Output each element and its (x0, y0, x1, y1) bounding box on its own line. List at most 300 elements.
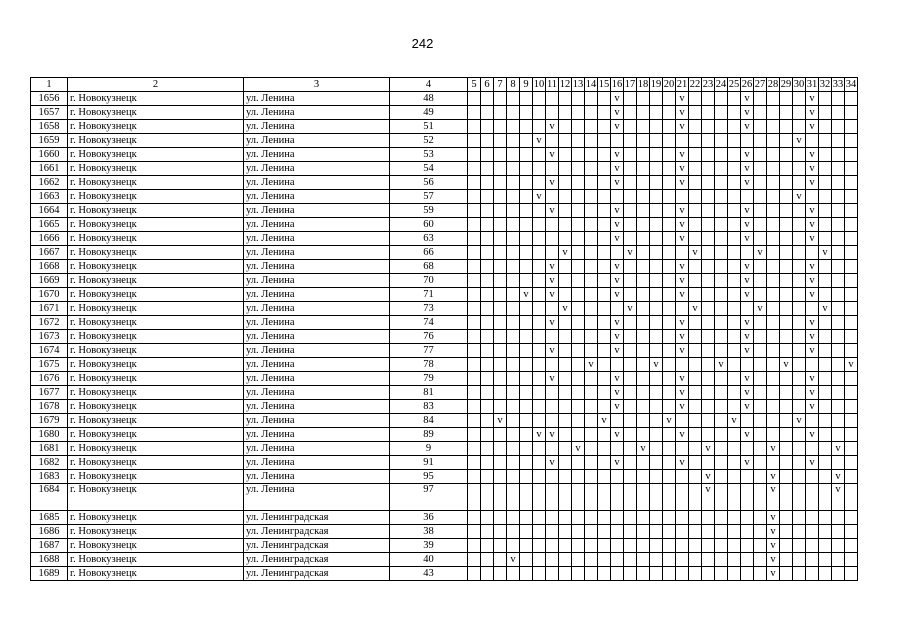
empty-cell (832, 372, 845, 386)
empty-cell (819, 470, 832, 484)
empty-cell (520, 162, 533, 176)
house-number-cell: 79 (390, 372, 468, 386)
row-number: 1663 (31, 190, 68, 204)
empty-cell (819, 148, 832, 162)
empty-cell (676, 190, 689, 204)
column-header: 5 (468, 78, 481, 92)
empty-cell (689, 525, 702, 539)
empty-cell (650, 372, 663, 386)
empty-cell (546, 92, 559, 106)
empty-cell (585, 92, 598, 106)
empty-cell (845, 316, 858, 330)
empty-cell (637, 414, 650, 428)
empty-cell (494, 246, 507, 260)
street-cell: ул. Ленина (244, 470, 390, 484)
empty-cell (533, 204, 546, 218)
check-mark: v (676, 372, 689, 386)
street-cell: ул. Ленина (244, 204, 390, 218)
empty-cell (845, 288, 858, 302)
empty-cell (637, 232, 650, 246)
empty-cell (663, 400, 676, 414)
check-mark: v (507, 553, 520, 567)
empty-cell (494, 288, 507, 302)
empty-cell (572, 106, 585, 120)
row-number: 1656 (31, 92, 68, 106)
empty-cell (663, 120, 676, 134)
empty-cell (832, 386, 845, 400)
empty-cell (494, 92, 507, 106)
check-mark: v (689, 246, 702, 260)
empty-cell (481, 302, 494, 316)
empty-cell (663, 344, 676, 358)
table-row (31, 470, 858, 484)
check-mark: v (767, 511, 780, 525)
empty-cell (832, 414, 845, 428)
city-cell: г. Новокузнецк (68, 316, 244, 330)
city-cell: г. Новокузнецк (68, 344, 244, 358)
empty-cell (481, 134, 494, 148)
column-header: 33 (832, 78, 844, 90)
table-row (31, 204, 858, 218)
empty-cell (741, 134, 754, 148)
city-cell: г. Новокузнецк (68, 414, 244, 428)
empty-cell (780, 428, 793, 442)
check-mark: v (676, 204, 689, 218)
row-number: 1680 (31, 428, 68, 442)
empty-cell (650, 190, 663, 204)
empty-cell (819, 386, 832, 400)
empty-cell (481, 260, 494, 274)
empty-cell (598, 567, 611, 581)
empty-cell (611, 134, 624, 148)
empty-cell (819, 92, 832, 106)
empty-cell (767, 330, 780, 344)
street-cell: ул. Ленина (244, 428, 390, 442)
empty-cell (507, 134, 520, 148)
empty-cell (689, 274, 702, 288)
empty-cell (845, 344, 858, 358)
empty-cell (689, 232, 702, 246)
empty-cell (546, 218, 559, 232)
empty-cell (559, 484, 572, 511)
empty-cell (624, 232, 637, 246)
empty-cell (689, 414, 702, 428)
empty-cell (559, 218, 572, 232)
empty-cell (806, 470, 819, 484)
empty-cell (520, 134, 533, 148)
empty-cell (754, 442, 767, 456)
empty-cell (572, 330, 585, 344)
street-cell: ул. Ленина (244, 456, 390, 470)
empty-cell (533, 372, 546, 386)
empty-cell (520, 246, 533, 260)
empty-cell (702, 274, 715, 288)
row-number: 1659 (31, 134, 68, 148)
empty-cell (637, 176, 650, 190)
empty-cell (572, 484, 585, 511)
empty-cell (559, 204, 572, 218)
empty-cell (572, 525, 585, 539)
street-cell: ул. Ленина (244, 120, 390, 134)
empty-cell (676, 470, 689, 484)
empty-cell (793, 330, 806, 344)
column-header: 32 (819, 78, 831, 90)
empty-cell (767, 246, 780, 260)
city-cell: г. Новокузнецк (68, 511, 244, 525)
empty-cell (598, 525, 611, 539)
city-cell: г. Новокузнецк (68, 567, 244, 581)
empty-cell (637, 92, 650, 106)
empty-cell (715, 134, 728, 148)
empty-cell (741, 414, 754, 428)
empty-cell (585, 246, 598, 260)
empty-cell (754, 274, 767, 288)
empty-cell (832, 120, 845, 134)
empty-cell (468, 442, 481, 456)
empty-cell (793, 106, 806, 120)
table-row (31, 567, 858, 581)
column-header: 8 (507, 78, 520, 92)
check-mark: v (806, 176, 819, 190)
check-mark: v (559, 246, 572, 260)
empty-cell (598, 372, 611, 386)
empty-cell (481, 316, 494, 330)
empty-cell (845, 162, 858, 176)
empty-cell (819, 511, 832, 525)
check-mark: v (546, 260, 559, 274)
empty-cell (819, 106, 832, 120)
street-cell: ул. Ленинградская (244, 567, 390, 581)
empty-cell (520, 92, 533, 106)
empty-cell (572, 386, 585, 400)
check-mark: v (767, 470, 780, 484)
check-mark: v (663, 414, 676, 428)
empty-cell (728, 316, 741, 330)
empty-cell (481, 456, 494, 470)
empty-cell (559, 567, 572, 581)
empty-cell (754, 330, 767, 344)
check-mark: v (520, 288, 533, 302)
empty-cell (533, 400, 546, 414)
empty-cell (494, 428, 507, 442)
empty-cell (793, 120, 806, 134)
empty-cell (715, 456, 728, 470)
empty-cell (507, 260, 520, 274)
house-number-cell: 54 (390, 162, 468, 176)
empty-cell (780, 288, 793, 302)
empty-cell (572, 302, 585, 316)
empty-cell (507, 190, 520, 204)
empty-cell (754, 511, 767, 525)
column-header: 26 (741, 78, 753, 90)
empty-cell (689, 92, 702, 106)
empty-cell (832, 204, 845, 218)
empty-cell (728, 330, 741, 344)
empty-cell (754, 525, 767, 539)
column-header: 11 (546, 78, 558, 90)
empty-cell (624, 162, 637, 176)
empty-cell (793, 302, 806, 316)
empty-cell (663, 232, 676, 246)
empty-cell (533, 511, 546, 525)
column-header: 30 (793, 78, 805, 90)
check-mark: v (741, 218, 754, 232)
empty-cell (468, 274, 481, 288)
empty-cell (559, 386, 572, 400)
empty-cell (559, 442, 572, 456)
column-header: 1 (31, 78, 68, 92)
empty-cell (572, 372, 585, 386)
empty-cell (754, 190, 767, 204)
empty-cell (507, 470, 520, 484)
row-number: 1672 (31, 316, 68, 330)
empty-cell (806, 134, 819, 148)
empty-cell (637, 330, 650, 344)
empty-cell (728, 553, 741, 567)
empty-cell (845, 134, 858, 148)
empty-cell (728, 302, 741, 316)
street-cell: ул. Ленина (244, 330, 390, 344)
empty-cell (637, 553, 650, 567)
empty-cell (728, 148, 741, 162)
empty-cell (702, 330, 715, 344)
header-row (31, 78, 858, 92)
empty-cell (715, 344, 728, 358)
empty-cell (715, 372, 728, 386)
city-cell: г. Новокузнецк (68, 120, 244, 134)
empty-cell (572, 344, 585, 358)
empty-cell (689, 176, 702, 190)
empty-cell (845, 539, 858, 553)
empty-cell (481, 218, 494, 232)
empty-cell (585, 400, 598, 414)
empty-cell (728, 456, 741, 470)
empty-cell (650, 260, 663, 274)
check-mark: v (741, 232, 754, 246)
empty-cell (598, 400, 611, 414)
empty-cell (728, 525, 741, 539)
empty-cell (520, 330, 533, 344)
table-row (31, 148, 858, 162)
empty-cell (780, 260, 793, 274)
column-header: 7 (494, 78, 507, 92)
empty-cell (494, 470, 507, 484)
empty-cell (806, 302, 819, 316)
empty-cell (676, 302, 689, 316)
check-mark: v (793, 134, 806, 148)
row-number: 1662 (31, 176, 68, 190)
empty-cell (754, 134, 767, 148)
city-cell: г. Новокузнецк (68, 190, 244, 204)
empty-cell (468, 148, 481, 162)
empty-cell (650, 134, 663, 148)
city-cell: г. Новокузнецк (68, 260, 244, 274)
city-cell: г. Новокузнецк (68, 400, 244, 414)
empty-cell (533, 553, 546, 567)
table-row (31, 344, 858, 358)
table-row (31, 525, 858, 539)
empty-cell (663, 260, 676, 274)
empty-cell (689, 344, 702, 358)
empty-cell (715, 511, 728, 525)
street-cell: ул. Ленинградская (244, 553, 390, 567)
empty-cell (819, 567, 832, 581)
empty-cell (637, 386, 650, 400)
empty-cell (559, 134, 572, 148)
empty-cell (598, 260, 611, 274)
empty-cell (468, 260, 481, 274)
empty-cell (767, 358, 780, 372)
city-cell: г. Новокузнецк (68, 106, 244, 120)
empty-cell (806, 414, 819, 428)
empty-cell (546, 232, 559, 246)
empty-cell (585, 330, 598, 344)
street-cell: ул. Ленина (244, 400, 390, 414)
empty-cell (520, 260, 533, 274)
empty-cell (845, 567, 858, 581)
empty-cell (494, 218, 507, 232)
check-mark: v (741, 330, 754, 344)
empty-cell (663, 176, 676, 190)
city-cell: г. Новокузнецк (68, 553, 244, 567)
empty-cell (468, 358, 481, 372)
empty-cell (650, 511, 663, 525)
empty-cell (676, 539, 689, 553)
empty-cell (481, 372, 494, 386)
empty-cell (507, 218, 520, 232)
empty-cell (533, 246, 546, 260)
check-mark: v (806, 428, 819, 442)
street-cell: ул. Ленина (244, 232, 390, 246)
empty-cell (715, 148, 728, 162)
empty-cell (845, 525, 858, 539)
table-row (31, 260, 858, 274)
table-row (31, 484, 858, 511)
table-row (31, 288, 858, 302)
table-row (31, 428, 858, 442)
empty-cell (650, 428, 663, 442)
house-number-cell: 89 (390, 428, 468, 442)
page-number: 242 (411, 36, 434, 51)
empty-cell (637, 134, 650, 148)
empty-cell (598, 288, 611, 302)
empty-cell (624, 539, 637, 553)
empty-cell (494, 162, 507, 176)
empty-cell (624, 372, 637, 386)
empty-cell (663, 372, 676, 386)
empty-cell (754, 428, 767, 442)
house-number-cell: 57 (390, 190, 468, 204)
table-row (31, 372, 858, 386)
empty-cell (650, 525, 663, 539)
empty-cell (481, 274, 494, 288)
empty-cell (793, 162, 806, 176)
empty-cell (520, 302, 533, 316)
empty-cell (637, 204, 650, 218)
empty-cell (520, 484, 533, 511)
empty-cell (715, 316, 728, 330)
empty-cell (624, 553, 637, 567)
empty-cell (585, 567, 598, 581)
empty-cell (520, 511, 533, 525)
empty-cell (793, 386, 806, 400)
empty-cell (819, 134, 832, 148)
empty-cell (481, 148, 494, 162)
empty-cell (598, 539, 611, 553)
empty-cell (832, 288, 845, 302)
column-header: 31 (806, 78, 818, 90)
empty-cell (585, 484, 598, 511)
empty-cell (793, 428, 806, 442)
check-mark: v (819, 302, 832, 316)
empty-cell (520, 372, 533, 386)
empty-cell (819, 372, 832, 386)
empty-cell (468, 400, 481, 414)
empty-cell (754, 553, 767, 567)
empty-cell (546, 470, 559, 484)
house-number-cell: 97 (390, 484, 468, 511)
empty-cell (780, 386, 793, 400)
empty-cell (546, 302, 559, 316)
empty-cell (494, 456, 507, 470)
empty-cell (793, 274, 806, 288)
empty-cell (819, 344, 832, 358)
empty-cell (819, 274, 832, 288)
empty-cell (468, 218, 481, 232)
check-mark: v (598, 414, 611, 428)
empty-cell (533, 330, 546, 344)
empty-cell (468, 106, 481, 120)
empty-cell (507, 274, 520, 288)
check-mark: v (533, 134, 546, 148)
check-mark: v (611, 106, 624, 120)
empty-cell (598, 302, 611, 316)
empty-cell (559, 330, 572, 344)
empty-cell (572, 414, 585, 428)
row-number: 1682 (31, 456, 68, 470)
empty-cell (793, 344, 806, 358)
empty-cell (715, 428, 728, 442)
empty-cell (559, 316, 572, 330)
column-header: 12 (559, 78, 571, 90)
check-mark: v (611, 218, 624, 232)
empty-cell (741, 539, 754, 553)
empty-cell (520, 428, 533, 442)
table-row (31, 92, 858, 106)
empty-cell (546, 567, 559, 581)
empty-cell (533, 386, 546, 400)
empty-cell (832, 358, 845, 372)
empty-cell (650, 484, 663, 511)
check-mark: v (702, 470, 715, 484)
house-number-cell: 77 (390, 344, 468, 358)
empty-cell (572, 553, 585, 567)
column-header: 18 (637, 78, 649, 90)
house-number-cell: 78 (390, 358, 468, 372)
empty-cell (728, 358, 741, 372)
empty-cell (832, 190, 845, 204)
empty-cell (468, 428, 481, 442)
empty-cell (598, 204, 611, 218)
house-number-cell: 73 (390, 302, 468, 316)
house-number-cell: 81 (390, 386, 468, 400)
empty-cell (845, 218, 858, 232)
empty-cell (845, 204, 858, 218)
table-row (31, 134, 858, 148)
table-row (31, 553, 858, 567)
empty-cell (507, 120, 520, 134)
empty-cell (637, 456, 650, 470)
